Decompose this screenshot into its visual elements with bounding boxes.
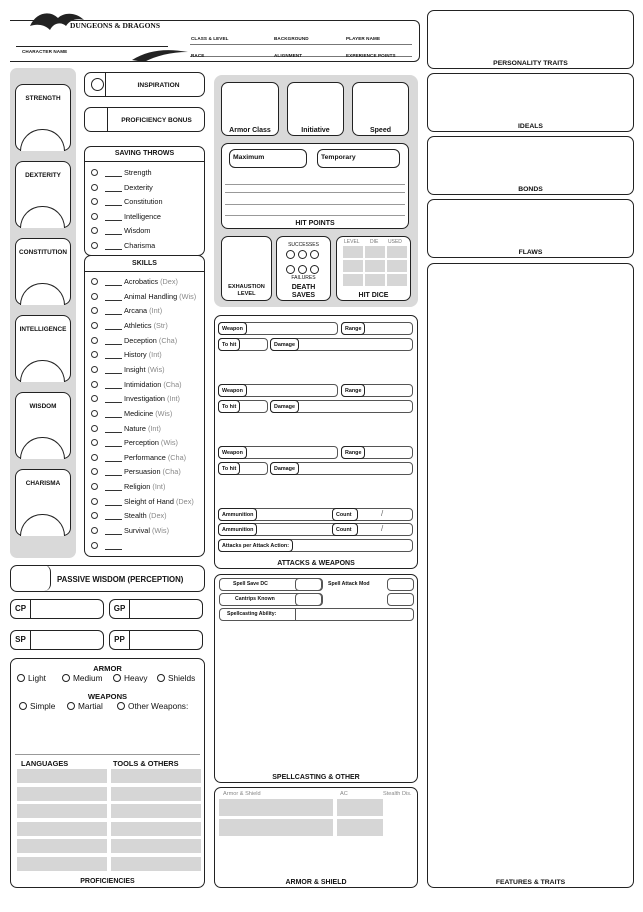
proficiencies-box xyxy=(10,658,205,888)
skill-ability: (Wis) xyxy=(155,408,173,418)
ability-name: DEXTERITY xyxy=(25,172,61,179)
hit-dice-cell[interactable] xyxy=(387,260,407,272)
ability-modifier-oval[interactable] xyxy=(20,514,65,536)
tool-cell[interactable] xyxy=(111,839,201,853)
skill-row[interactable] xyxy=(85,291,206,304)
armor-shield-col3: Stealth Dis. xyxy=(383,791,412,797)
temp-hp-field[interactable] xyxy=(317,149,400,168)
ability-modifier-oval[interactable] xyxy=(20,437,65,459)
saving-throw-row[interactable] xyxy=(85,196,206,209)
saving-throw-name: Intelligence xyxy=(124,211,161,221)
armor-option-label: Shields xyxy=(168,673,196,683)
ability-wisdom-box[interactable] xyxy=(15,392,71,459)
shield-ac[interactable] xyxy=(337,819,383,836)
proficiency-dot[interactable] xyxy=(91,439,98,446)
proficiency-dot[interactable] xyxy=(91,351,98,358)
proficiency-dot[interactable] xyxy=(91,227,98,234)
skill-name: Persuasion xyxy=(124,467,161,477)
saving-throw-row[interactable] xyxy=(85,225,206,238)
spell-save-dc-value[interactable] xyxy=(295,578,322,591)
proficiency-dot[interactable] xyxy=(91,213,98,220)
skill-name: History xyxy=(124,350,147,360)
ability-dexterity-box[interactable] xyxy=(15,161,71,228)
skill-ability: (Wis) xyxy=(151,526,170,536)
dragon-flourish-icon xyxy=(130,46,190,64)
damage-label: Damage xyxy=(270,400,299,413)
skill-row[interactable] xyxy=(85,408,206,421)
skill-name: Arcana xyxy=(124,306,148,316)
saving-throw-row[interactable] xyxy=(85,211,206,224)
hit-dice-cell[interactable] xyxy=(343,246,363,258)
hit-dice-label: HIT DICE xyxy=(358,292,389,299)
proficiency-dot[interactable] xyxy=(91,498,98,505)
armor-option-label: Medium xyxy=(73,673,103,683)
to-hit-label: To hit xyxy=(218,400,240,413)
hit-dice-cell[interactable] xyxy=(387,274,407,286)
saving-throw-name: Strength xyxy=(124,168,152,177)
initiative-box[interactable] xyxy=(287,82,344,136)
gp-box[interactable] xyxy=(109,599,203,619)
proficiency-dot[interactable] xyxy=(91,483,98,490)
language-cell[interactable] xyxy=(17,857,107,871)
skill-name: Deception xyxy=(124,335,157,345)
to-hit-label: To hit xyxy=(218,338,240,351)
proficiency-dot[interactable] xyxy=(91,381,98,388)
passive-wisdom-box[interactable] xyxy=(10,565,205,592)
tool-cell[interactable] xyxy=(111,769,201,783)
skill-row[interactable] xyxy=(85,305,206,318)
weapon-label: Weapon xyxy=(218,446,247,459)
armor-ac[interactable] xyxy=(337,799,383,816)
armor-class-box[interactable] xyxy=(221,82,279,136)
saving-throws-box xyxy=(84,146,205,256)
skill-name: Insight xyxy=(124,364,146,374)
ability-charisma-box[interactable] xyxy=(15,469,71,536)
skill-ability: (Cha) xyxy=(167,452,187,462)
saving-throw-row[interactable] xyxy=(85,167,206,180)
ability-modifier-oval[interactable] xyxy=(20,283,65,305)
count-separator: / xyxy=(381,524,384,533)
saving-throw-name: Constitution xyxy=(124,197,163,206)
proficiency-dot[interactable] xyxy=(91,468,98,475)
failures-label: FAILURES xyxy=(291,275,316,281)
damage-label: Damage xyxy=(270,462,299,475)
saving-throw-row[interactable] xyxy=(85,182,206,195)
ability-constitution-box[interactable] xyxy=(15,238,71,305)
player-name-label: PLAYER NAME xyxy=(346,36,381,41)
character-name-label: CHARACTER NAME xyxy=(22,49,68,54)
proficiency-dot[interactable] xyxy=(91,527,98,534)
ability-name: CHARISMA xyxy=(25,480,61,487)
skill-row[interactable] xyxy=(85,437,206,450)
range-label: Range xyxy=(341,446,365,459)
features-box[interactable] xyxy=(427,263,634,888)
ability-intelligence-box[interactable] xyxy=(15,315,71,382)
speed-label: Speed xyxy=(369,127,391,134)
proficiency-dot[interactable] xyxy=(91,242,98,249)
skill-ability: (Str) xyxy=(153,320,168,330)
shield-row[interactable] xyxy=(219,819,333,836)
skills-box xyxy=(84,255,205,557)
cp-box[interactable] xyxy=(10,599,104,619)
alignment-label: ALIGNMENT xyxy=(274,53,303,58)
saving-throws-title: SAVING THROWS xyxy=(114,150,175,157)
proficiency-dot[interactable] xyxy=(91,198,98,205)
weapon-option-label: Simple xyxy=(30,701,56,711)
experience-label: EXPERIENCE POINTS xyxy=(346,53,396,58)
skill-name: Religion xyxy=(124,482,151,492)
hit-dice-cell[interactable] xyxy=(365,274,385,286)
flaws-label: FLAWS xyxy=(518,249,543,256)
gp-label: GP xyxy=(110,600,130,618)
skill-row[interactable] xyxy=(85,379,206,392)
saving-throw-name: Dexterity xyxy=(124,182,153,192)
skill-row[interactable] xyxy=(85,481,206,494)
skill-ability: (Wis) xyxy=(147,364,165,374)
damage-label: Damage xyxy=(270,338,299,351)
pp-box[interactable] xyxy=(109,630,203,650)
skill-ability: (Int) xyxy=(147,423,161,433)
speed-box[interactable] xyxy=(352,82,409,136)
skill-name: Survival xyxy=(124,526,150,536)
max-hp-label: Maximum xyxy=(233,154,265,161)
spell-ability-label: Spellcasting Ability: xyxy=(227,611,277,617)
skill-ability: (Dex) xyxy=(175,496,194,506)
skill-row[interactable] xyxy=(85,320,206,333)
skill-ability: (Int) xyxy=(148,350,162,360)
proficiency-dot[interactable] xyxy=(91,184,98,191)
skill-name: Medicine xyxy=(124,408,154,418)
exhaustion-label: EXHAUSTION LEVEL xyxy=(228,284,265,297)
skill-name: Investigation xyxy=(124,394,165,404)
ability-modifier-oval[interactable] xyxy=(20,129,65,151)
skill-row-blank[interactable] xyxy=(85,540,206,553)
range-label: Range xyxy=(341,322,365,335)
flaws-box[interactable] xyxy=(427,199,634,258)
armor-title: ARMOR xyxy=(93,664,122,673)
proficiency-dot[interactable] xyxy=(91,322,98,329)
hit-dice-box[interactable] xyxy=(336,236,411,301)
skill-name: Intimidation xyxy=(124,379,162,389)
proficiency-dot[interactable] xyxy=(91,337,98,344)
skill-row[interactable] xyxy=(85,525,206,538)
proficiency-dot[interactable] xyxy=(91,278,98,285)
count-label: Count xyxy=(332,508,358,521)
logo-text: DUNGEONS & DRAGONS xyxy=(70,21,161,30)
personality-label: PERSONALITY TRAITS xyxy=(493,60,568,67)
skill-name: Animal Handling xyxy=(124,291,178,301)
class-level-label: CLASS & LEVEL xyxy=(191,36,229,41)
spell-attack-mod-value[interactable] xyxy=(387,578,414,591)
skill-ability: (Cha) xyxy=(163,379,182,389)
language-cell[interactable] xyxy=(17,787,107,801)
ideals-box[interactable] xyxy=(427,73,634,132)
max-hp-field[interactable] xyxy=(229,149,307,168)
tool-cell[interactable] xyxy=(111,787,201,801)
hit-dice-cell[interactable] xyxy=(343,274,363,286)
inspiration-circle[interactable] xyxy=(91,78,104,91)
skill-ability: (Wis) xyxy=(179,291,197,301)
tool-cell[interactable] xyxy=(111,822,201,836)
hd-die-label: DIE xyxy=(370,239,379,245)
success-circle[interactable] xyxy=(286,250,295,259)
race-label: RACE xyxy=(191,53,205,58)
proficiency-dot[interactable] xyxy=(91,307,98,314)
hd-used-label: USED xyxy=(388,239,402,245)
temp-hp-label: Temporary xyxy=(321,154,356,161)
proficiency-bonus-box[interactable] xyxy=(84,107,205,132)
skills-title: SKILLS xyxy=(132,260,157,267)
header xyxy=(10,8,420,63)
ability-name: WISDOM xyxy=(29,403,57,410)
skill-name: Performance xyxy=(124,452,166,462)
bonds-box[interactable] xyxy=(427,136,634,195)
ability-name: CONSTITUTION xyxy=(19,249,67,256)
language-cell[interactable] xyxy=(17,839,107,853)
skill-row[interactable] xyxy=(85,349,206,362)
language-cell[interactable] xyxy=(17,804,107,818)
skill-name: Athletics xyxy=(124,320,152,330)
ammunition-label: Ammunition xyxy=(218,508,257,521)
ability-modifier-oval[interactable] xyxy=(20,360,65,382)
attacks-per-action-label: Attacks per Attack Action: xyxy=(218,539,293,552)
skill-row[interactable] xyxy=(85,364,206,377)
hit-points-box[interactable] xyxy=(221,143,409,229)
skill-row[interactable] xyxy=(85,276,206,289)
skill-name: Sleight of Hand xyxy=(124,496,174,506)
armor-shield-col2: AC xyxy=(340,791,348,797)
attacks-title: ATTACKS & WEAPONS xyxy=(277,560,355,567)
saving-throw-row[interactable] xyxy=(85,240,206,253)
skill-row[interactable] xyxy=(85,423,206,436)
failure-circle[interactable] xyxy=(298,265,307,274)
skill-ability: (Cha) xyxy=(158,335,178,345)
bonds-label: BONDS xyxy=(518,186,543,193)
armor-shield-box xyxy=(214,787,418,888)
ability-name: INTELLIGENCE xyxy=(19,326,67,333)
saving-throw-name: Wisdom xyxy=(124,226,151,235)
spell-save-dc-label: Spell Save DC xyxy=(233,581,268,587)
skill-ability: (Cha) xyxy=(162,467,181,477)
skill-ability: (Wis) xyxy=(160,438,178,448)
failure-circle[interactable] xyxy=(286,265,295,274)
sp-box[interactable] xyxy=(10,630,104,650)
proficiency-dot[interactable] xyxy=(91,454,98,461)
success-circle[interactable] xyxy=(298,250,307,259)
skill-row[interactable] xyxy=(85,335,206,348)
skill-name: Perception xyxy=(124,438,159,448)
attacks-box xyxy=(214,315,418,569)
ideals-label: IDEALS xyxy=(518,123,543,130)
proficiency-dot[interactable] xyxy=(91,542,98,549)
weapon-label: Weapon xyxy=(218,384,247,397)
ammunition-label: Ammunition xyxy=(218,523,257,536)
skill-ability: (Int) xyxy=(149,306,163,316)
languages-label: LANGUAGES xyxy=(21,759,69,768)
hit-dice-cell[interactable] xyxy=(343,260,363,272)
proficiency-dot[interactable] xyxy=(91,366,98,373)
skill-name: Stealth xyxy=(124,511,147,521)
inspiration-label: INSPIRATION xyxy=(137,82,180,89)
language-cell[interactable] xyxy=(17,822,107,836)
cantrips-value[interactable] xyxy=(295,593,322,606)
tool-cell[interactable] xyxy=(111,857,201,871)
armor-row[interactable] xyxy=(219,799,333,816)
death-saves-label: DEATH SAVES xyxy=(291,284,316,299)
ability-modifier-oval[interactable] xyxy=(20,206,65,228)
spellcasting-box xyxy=(214,574,418,783)
to-hit-label: To hit xyxy=(218,462,240,475)
skill-row[interactable] xyxy=(85,510,206,523)
personality-box[interactable] xyxy=(427,10,634,69)
count-label: Count xyxy=(332,523,358,536)
armor-option-label: Light xyxy=(28,673,46,683)
proficiency-dot[interactable] xyxy=(91,293,98,300)
range-label: Range xyxy=(341,384,365,397)
proficiency-bonus-label: PROFICIENCY BONUS xyxy=(121,117,192,124)
cantrips-label: Cantrips Known xyxy=(235,596,275,602)
armor-shield-title: ARMOR & SHIELD xyxy=(285,879,347,886)
background-label: BACKGROUND xyxy=(274,36,309,41)
language-cell[interactable] xyxy=(17,769,107,783)
skill-name: Acrobatics xyxy=(124,277,159,286)
proficiency-dot[interactable] xyxy=(91,425,98,432)
tools-label: TOOLS & OTHERS xyxy=(113,759,179,768)
death-saves-box[interactable] xyxy=(276,236,331,301)
skill-ability: (Int) xyxy=(152,482,166,492)
initiative-label: Initiative xyxy=(301,127,330,134)
spell-attack-mod-label: Spell Attack Mod xyxy=(328,581,370,587)
ability-name: STRENGTH xyxy=(25,95,61,102)
sp-label: SP xyxy=(11,631,31,649)
passive-wisdom-label: PASSIVE WISDOM (PERCEPTION) xyxy=(57,575,184,584)
skill-ability: (Dex) xyxy=(160,277,178,286)
proficiency-dot[interactable] xyxy=(91,169,98,176)
weapon-label: Weapon xyxy=(218,322,247,335)
proficiency-dot[interactable] xyxy=(91,395,98,402)
hit-dice-cell[interactable] xyxy=(365,246,385,258)
ability-strength-box[interactable] xyxy=(15,84,71,151)
skill-ability: (Dex) xyxy=(148,511,167,521)
skill-row[interactable] xyxy=(85,393,206,406)
count-separator: / xyxy=(381,509,384,518)
cantrips-extra[interactable] xyxy=(387,593,414,606)
saving-throw-name: Charisma xyxy=(124,240,156,250)
skill-name: Nature xyxy=(124,423,146,433)
cp-label: CP xyxy=(11,600,31,618)
hit-points-label: HIT POINTS xyxy=(295,220,335,227)
skill-row[interactable] xyxy=(85,496,206,509)
inspiration-box[interactable] xyxy=(84,72,205,97)
proficiency-dot[interactable] xyxy=(91,512,98,519)
weapon-option-label: Martial xyxy=(78,701,103,711)
skill-row[interactable] xyxy=(85,452,206,465)
features-label: FEATURES & TRAITS xyxy=(495,879,566,886)
pp-label: PP xyxy=(110,631,130,649)
hit-dice-cell[interactable] xyxy=(365,260,385,272)
success-circle[interactable] xyxy=(310,250,319,259)
armor-shield-col1: Armor & Shield xyxy=(223,791,261,797)
failure-circle[interactable] xyxy=(310,265,319,274)
exhaustion-box[interactable] xyxy=(221,236,272,301)
skill-ability: (Int) xyxy=(167,394,180,404)
spellcasting-title: SPELLCASTING & OTHER xyxy=(272,774,360,781)
successes-label: SUCCESSES xyxy=(288,242,319,248)
skill-row[interactable] xyxy=(85,466,206,479)
hd-level-label: LEVEL xyxy=(344,239,360,245)
weapon-option-label: Other Weapons: xyxy=(128,701,189,711)
proficiency-dot[interactable] xyxy=(91,410,98,417)
weapons-title: WEAPONS xyxy=(87,692,128,701)
hit-dice-cell[interactable] xyxy=(387,246,407,258)
armor-option-label: Heavy xyxy=(124,673,148,683)
proficiencies-title: PROFICIENCIES xyxy=(80,878,135,885)
tool-cell[interactable] xyxy=(111,804,201,818)
armor-class-label: Armor Class xyxy=(229,127,271,134)
